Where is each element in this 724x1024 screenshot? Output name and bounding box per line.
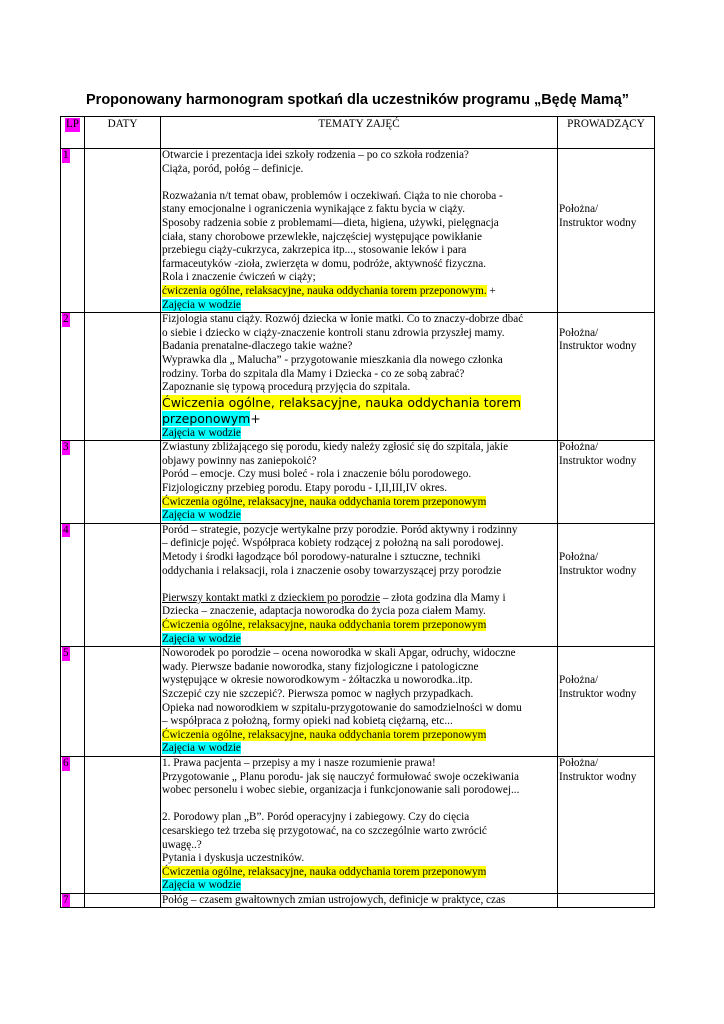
- water-class-note: Zajęcia w wodzie: [162, 426, 241, 439]
- exercise-note: Ćwiczenia ogólne, relaksacyjne, nauka oddychania torem: [162, 394, 522, 410]
- table-row: [61, 647, 655, 757]
- lp-cell: 3: [61, 441, 85, 524]
- water-class-note: Zajęcia w wodzie: [162, 742, 241, 755]
- lead-cell: Położna/ Instruktor wodny: [558, 149, 655, 313]
- water-class-note: Zajęcia w wodzie: [162, 879, 241, 892]
- water-class-note: Zajęcia w wodzie: [162, 509, 241, 522]
- dates-cell: [85, 149, 161, 313]
- lead-cell: Położna/ Instruktor wodny: [558, 523, 655, 646]
- header-lead: PROWADZĄCY: [558, 117, 655, 149]
- lead-cell: Położna/ Instruktor wodny: [558, 647, 655, 757]
- lead-cell: Położna/ Instruktor wodny: [558, 756, 655, 893]
- topics-cell: Noworodek po porodzie – ocena noworodka w skali Apgar, odruchy, widoczne wady. Pierwsze badanie noworodka, stany fizjologiczne i patologiczne występujące w okresie noworodkowym - żółtaczka u noworodka..itp. Szczepić czy nie szczepić?. Pierwsza pomoc w nagłych przypadkach. Opieka nad noworodkiem w szpitalu-przygotowanie do samodzielności w domu – współpraca z położną, formy opieki nad kobietą ciężarną, etc... Ćwiczenia ogólne, relaksacyjne, nauka oddychania torem przeponowym Zajęcia w wodzie: [161, 647, 558, 757]
- header-dates: DATY: [85, 117, 161, 149]
- dates-cell: [85, 523, 161, 646]
- lp-cell: 1: [61, 149, 85, 313]
- topics-cell: Zwiastuny zbliżającego się porodu, kiedy należy zgłosić się do szpitala, jakie objawy powinny nas zaniepokoić? Poród – emocje. Czy musi boleć - rola i znaczenie bólu porodowego. Fizjologiczny przebieg porodu. Etapy porodu - I,II,III,IV okres. Ćwiczenia ogólne, relaksacyjne, nauka oddychania torem przeponowym Zajęcia w wodzie: [161, 441, 558, 524]
- topics-cell: Poród – strategie, pozycje wertykalne przy porodzie. Poród aktywny i rodzinny – definicje pojęć. Współpraca kobiety rodzącej z położną na sali porodowej. Metody i środki łagodzące ból porodowy-naturalne i sztuczne, techniki oddychania i relaksacji, rola i znaczenie osoby towarzyszącej przy porodzie Pierwszy kontakt matki z dzieckiem po porodzie – złota godzina dla Mamy i Dziecka – znaczenie, adaptacja noworodka do życia poza ciałem Mamy. Ćwiczenia ogólne, relaksacyjne, nauka oddychania torem przeponowym Zajęcia w wodzie: [161, 523, 558, 646]
- water-class-note: Zajęcia w wodzie: [162, 298, 241, 311]
- exercise-note: Ćwiczenia ogólne, relaksacyjne, nauka oddychania torem przeponowym: [162, 865, 487, 878]
- header-row: [61, 117, 655, 149]
- topics-cell: Otwarcie i prezentacja idei szkoły rodzenia – po co szkoła rodzenia? Ciąża, poród, połóg – definicje. Rozważania n/t temat obaw, problemów i oczekiwań. Ciąża to nie choroba - stany emocjonalne i ograniczenia wynikające z faktu bycia w ciąży. Sposoby radzenia sobie z problemami—dieta, higiena, używki, pielęgnacja ciała, stany chorobowe przewlekłe, najczęściej występujące powikłanie przebiegu ciąży-cukrzyca, zakrzepica itp..., stosowanie leków i para farmaceutyków -zioła, zwierzęta w domu, podróże, aktywność fizyczna. Rola i znaczenie ćwiczeń w ciąży; ćwiczenia ogólne, relaksacyjne, nauka oddychania torem przeponowym. + Zajęcia w wodzie: [161, 149, 558, 313]
- table-row: [61, 441, 655, 524]
- table-row: [61, 893, 655, 908]
- header-topics: TEMATY ZAJĘĆ: [161, 117, 558, 149]
- exercise-note: Ćwiczenia ogólne, relaksacyjne, nauka oddychania torem przeponowym: [162, 728, 487, 741]
- dates-cell: [85, 756, 161, 893]
- exercise-note: ćwiczenia ogólne, relaksacyjne, nauka oddychania torem przeponowym.: [162, 284, 487, 297]
- lp-cell: 2: [61, 313, 85, 441]
- dates-cell: [85, 893, 161, 908]
- topics-cell: 1. Prawa pacjenta – przepisy a my i nasze rozumienie prawa! Przygotowanie „ Planu porodu- jak się nauczyć formułować swoje oczekiwania wobec personelu i wobec siebie, organizacja i funkcjonowanie sali porodowej... 2. Porodowy plan „B”. Poród operacyjny i zabiegowy. Czy do cięcia cesarskiego też trzeba się przygotować, na co szczególnie warto zwrócić uwagę..? Pytania i dyskusja uczestników. Ćwiczenia ogólne, relaksacyjne, nauka oddychania torem przeponowym Zajęcia w wodzie: [161, 756, 558, 893]
- dates-cell: [85, 647, 161, 757]
- underlined-heading: Pierwszy kontakt matki z dzieckiem po porodzie: [162, 591, 381, 604]
- exercise-note: Ćwiczenia ogólne, relaksacyjne, nauka oddychania torem przeponowym: [162, 495, 487, 508]
- table-row: [61, 523, 655, 646]
- lp-cell: 6: [61, 756, 85, 893]
- exercise-note: Ćwiczenia ogólne, relaksacyjne, nauka oddychania torem przeponowym: [162, 619, 487, 631]
- table-row: [61, 313, 655, 441]
- page-title: Proponowany harmonogram spotkań dla uczestników programu „Będę Mamą”: [86, 92, 630, 108]
- water-class-note: Zajęcia w wodzie: [162, 632, 241, 645]
- topics-cell: Fizjologia stanu ciąży. Rozwój dziecka w łonie matki. Co to znaczy-dobrze dbać o siebie i dziecko w ciąży-znaczenie kontroli stanu zdrowia przyszłej mamy. Badania prenatalne-dlaczego takie ważne? Wyprawka dla „ Malucha” - przygotowanie mieszkania dla nowego członka rodziny. Torba do szpitala dla Mamy i Dziecka - co ze sobą zabrać? Zapoznanie się typową procedurą przyjęcia do szpitala. Ćwiczenia ogólne, relaksacyjne, nauka oddychania torem przeponowym+ Zajęcia w wodzie: [161, 313, 558, 441]
- lp-cell: 7: [61, 893, 85, 908]
- schedule-table: [60, 116, 655, 908]
- lp-cell: 4: [61, 523, 85, 646]
- dates-cell: [85, 441, 161, 524]
- table-row: [61, 149, 655, 313]
- lead-cell: Położna/ Instruktor wodny: [558, 313, 655, 441]
- topics-cell: Połóg – czasem gwałtownych zmian ustrojowych, definicje w praktyce, czas: [161, 893, 558, 908]
- lead-cell: Położna/ Instruktor wodny: [558, 441, 655, 524]
- table-row: [61, 756, 655, 893]
- dates-cell: [85, 313, 161, 441]
- lead-cell: [558, 893, 655, 908]
- lp-cell: 5: [61, 647, 85, 757]
- header-lp: LP: [61, 117, 85, 149]
